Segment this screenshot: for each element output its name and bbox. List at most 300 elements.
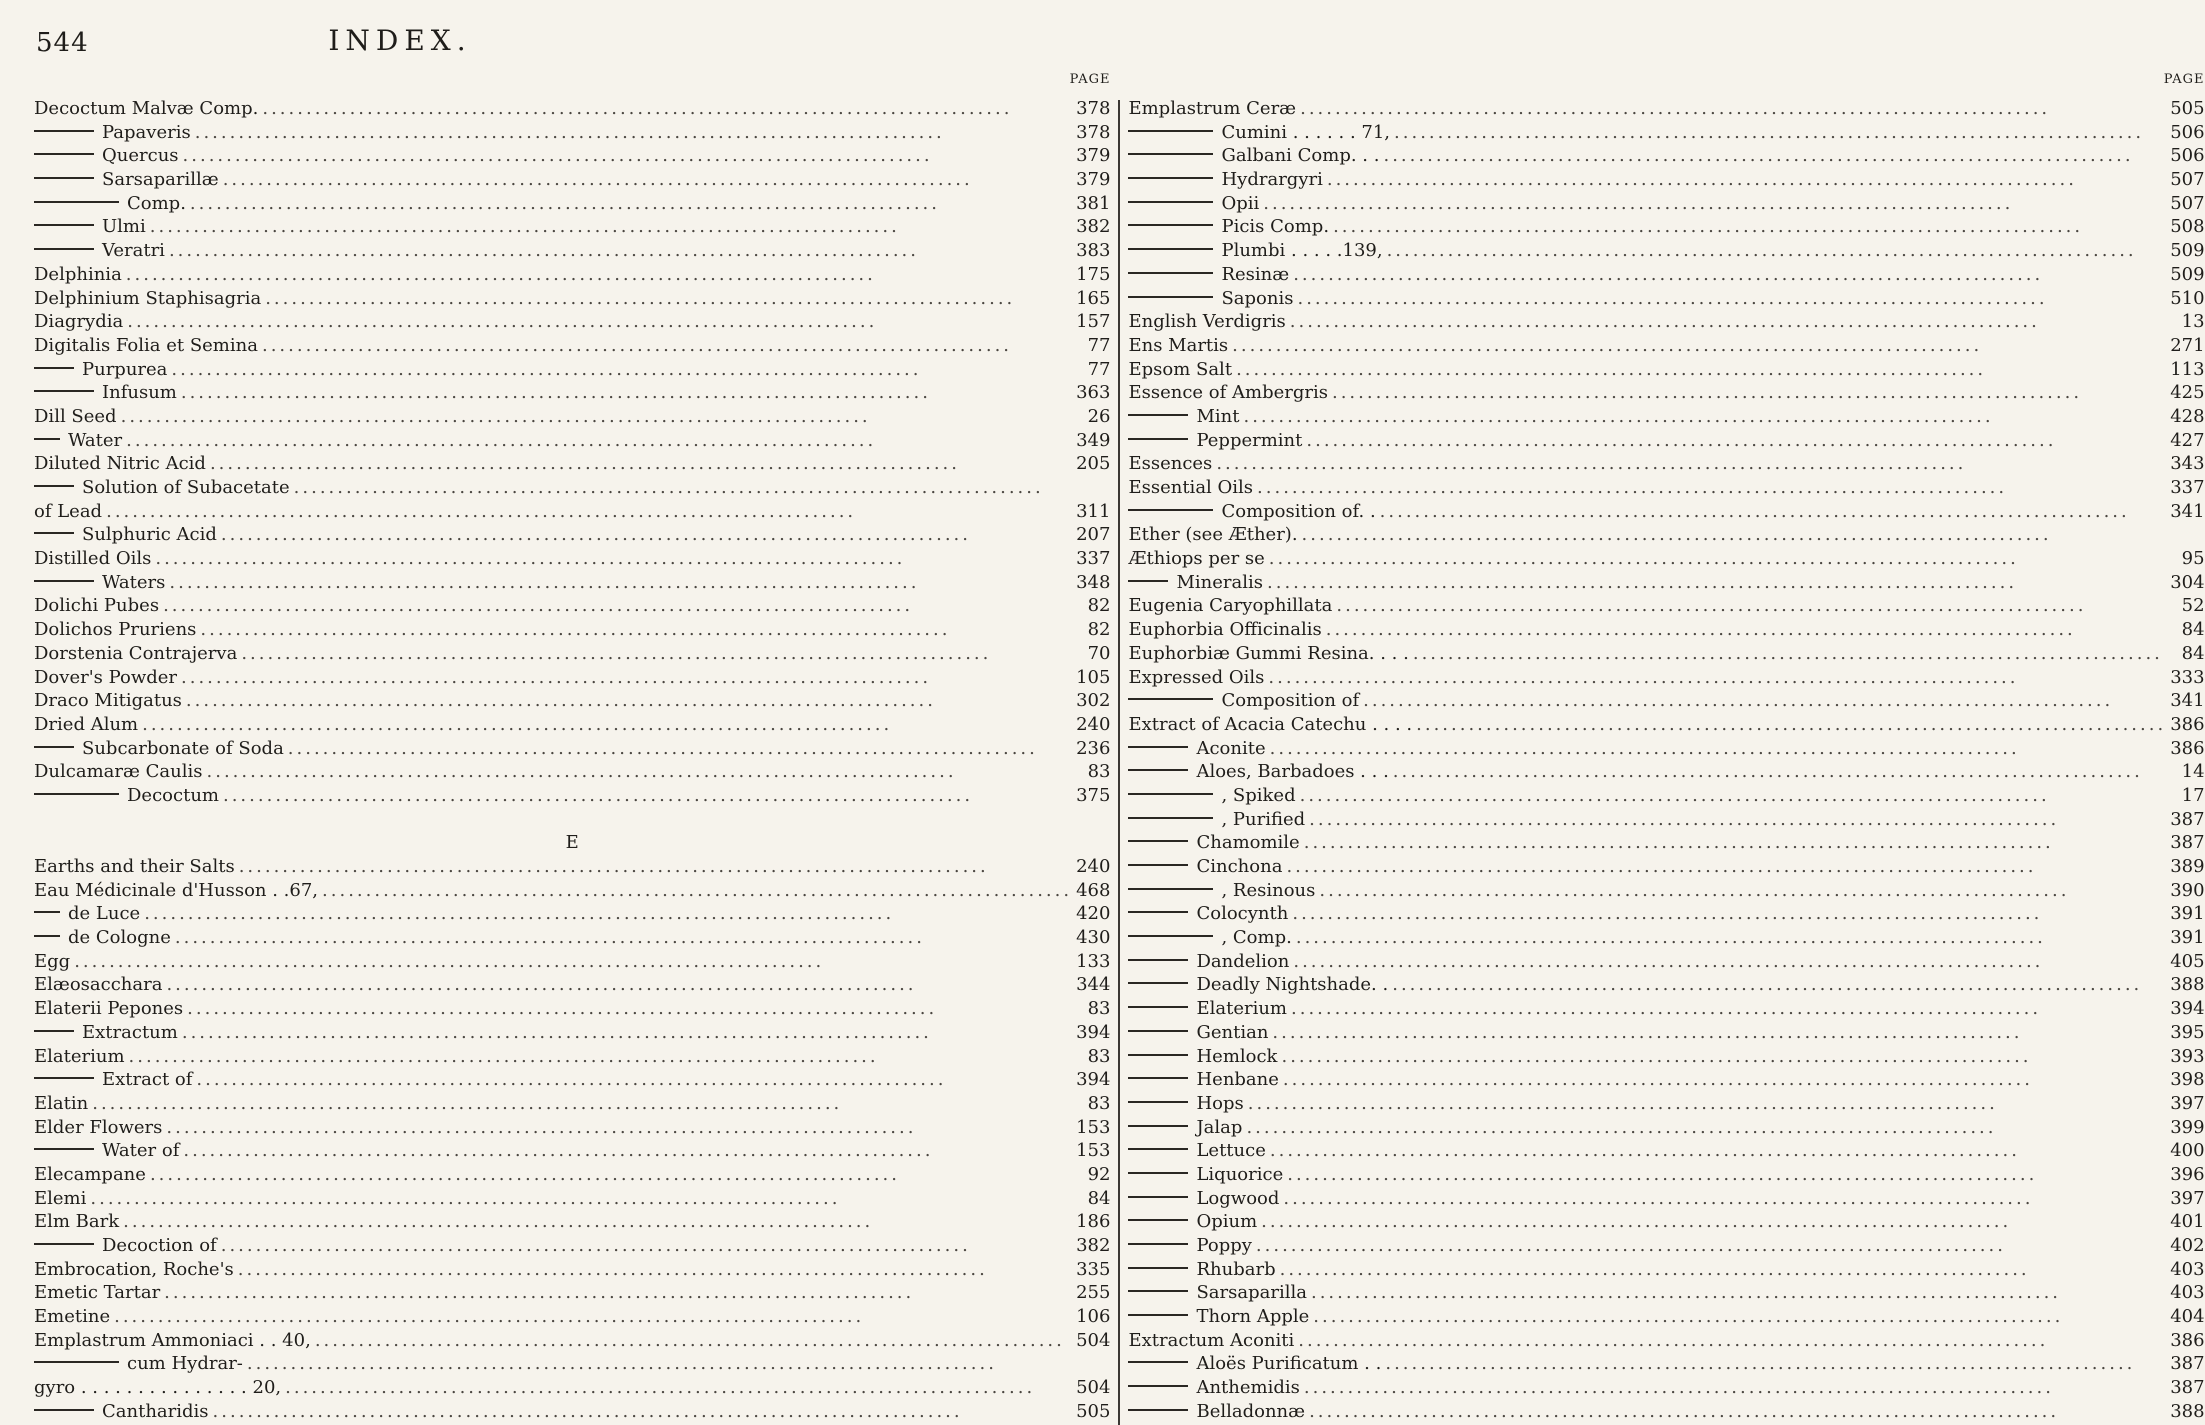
ditto-dash [34, 1148, 94, 1150]
entry-name: Composition of [1221, 690, 1360, 712]
index-entry [1128, 1211, 2204, 1235]
entry-page: 349 [1076, 429, 1111, 451]
section-letter: E [565, 832, 579, 854]
leader-dots [1296, 927, 2166, 948]
ditto-dash [1128, 769, 1188, 771]
leader-dots [1363, 690, 2166, 711]
leader-dots [1380, 501, 2167, 522]
entry-name: Resinæ [1221, 263, 1290, 285]
entry-page: 341 [2170, 500, 2205, 522]
leader-dots [126, 430, 1072, 451]
entry-page: 387 [2170, 808, 2205, 830]
entry-name: cum Hydrar- [127, 1353, 243, 1375]
page-title: INDEX. [328, 24, 472, 57]
entry-page: 504 [1076, 1329, 1111, 1351]
index-entry [34, 169, 1110, 193]
entry-name: Logwood [1196, 1187, 1280, 1209]
entry-page: 92 [1087, 1163, 1111, 1185]
entry-page: 186 [1076, 1211, 1111, 1233]
leader-dots [1290, 311, 2167, 332]
leader-dots [144, 903, 1072, 924]
entry-page: 468 [1076, 879, 1111, 901]
leader-dots [169, 572, 1072, 593]
entry-name: Emetic Tartar [34, 1282, 161, 1304]
leader-dots [1300, 98, 2166, 119]
leader-dots [126, 264, 1072, 285]
index-entry [34, 1069, 1110, 1093]
entry-name: Lettuce [1196, 1140, 1266, 1162]
ditto-dash [34, 911, 60, 913]
entry-name: Quercus [102, 145, 179, 167]
entry-page: 402 [2170, 1235, 2205, 1256]
ditto-dash [1128, 982, 1188, 984]
entry-page: 399 [2170, 1116, 2205, 1138]
leader-dots [171, 359, 1072, 380]
entry-page: 383 [1076, 240, 1111, 262]
index-entry [34, 1093, 1110, 1117]
entry-page: 82 [1087, 619, 1111, 641]
entry-name: Extractum [82, 1021, 178, 1043]
entry-page: 506 [2170, 145, 2205, 167]
entry-name: Epsom Salt [1128, 358, 1233, 380]
index-entry [1128, 1330, 2204, 1354]
entry-page: 363 [1076, 382, 1111, 404]
entry-name: Hops [1196, 1092, 1244, 1114]
entry-name: , Purified [1221, 808, 1306, 830]
index-entry [34, 1140, 1110, 1164]
index-entry [34, 690, 1110, 714]
index-entry [1128, 524, 2204, 548]
index-entry [34, 1377, 1110, 1401]
index-entry [34, 98, 1110, 122]
index-entry [34, 430, 1110, 454]
index-entry [1128, 1401, 2204, 1425]
entry-page: 509 [2170, 240, 2205, 262]
ditto-dash [1128, 414, 1188, 416]
entry-name: Galbani Comp. . . [1221, 145, 1380, 167]
entry-page: 95 [2181, 548, 2205, 570]
entry-name: Draco Mitigatus [34, 690, 182, 712]
entry-name: Hemlock [1196, 1045, 1278, 1067]
entry-page: 387 [2170, 1353, 2205, 1375]
entry-name: Thorn Apple [1196, 1306, 1310, 1328]
entry-name: , Comp. [1221, 927, 1292, 949]
leader-dots [1243, 406, 2166, 427]
index-entry [34, 288, 1110, 312]
leader-dots [285, 1377, 1072, 1398]
entry-name: Water of [102, 1140, 180, 1162]
ditto-dash [1128, 580, 1168, 582]
entry-name: Ether (see Æther). [1128, 524, 1298, 546]
index-entry [34, 548, 1110, 572]
entry-page: 343 [2170, 453, 2205, 475]
index-entry [1128, 1022, 2204, 1046]
entry-name: Peppermint [1196, 429, 1303, 451]
ditto-dash [1128, 1243, 1188, 1245]
index-entry [34, 738, 1110, 762]
leader-dots [166, 1117, 1072, 1138]
index-entry [34, 927, 1110, 951]
index-entry [1128, 1282, 2204, 1306]
entry-name: Elder Flowers [34, 1116, 163, 1138]
page-number: 544 [36, 28, 89, 58]
leader-dots [1387, 240, 2167, 261]
index-entry [1128, 619, 2204, 643]
ditto-dash [34, 390, 94, 392]
leader-dots [181, 382, 1072, 403]
index-entry [1128, 453, 2204, 477]
ditto-dash [34, 1077, 94, 1079]
entry-name: Elemi [34, 1187, 87, 1209]
index-entry [1128, 335, 2204, 359]
leader-dots [238, 1259, 1072, 1280]
entry-name: Dolichos Pruriens [34, 619, 197, 641]
entry-page: 378 [1076, 98, 1111, 119]
entry-page: 507 [2170, 192, 2205, 214]
entry-name: Waters [102, 571, 166, 593]
entry-name: Belladonnæ [1196, 1400, 1306, 1422]
entry-name: Decoctum Malvæ Comp. [34, 98, 259, 119]
entry-name: Expressed Oils [1128, 666, 1265, 688]
entry-name: Distilled Oils [34, 548, 152, 570]
index-entry [1128, 1377, 2204, 1401]
leader-dots [166, 974, 1072, 995]
ditto-dash [1128, 698, 1213, 700]
entry-name: Æthiops per se [1128, 548, 1265, 570]
ditto-dash [34, 367, 74, 369]
entry-page: 393 [2170, 1045, 2205, 1067]
ditto-dash [1128, 911, 1188, 913]
entry-name: Digitalis Folia et Semina [34, 334, 258, 356]
index-entry [1128, 98, 2204, 122]
leader-dots [1272, 1022, 2166, 1043]
entry-name: Purpurea [82, 358, 168, 380]
index-entry [34, 785, 1110, 809]
entry-name: de Cologne [68, 927, 171, 949]
leader-dots [1298, 1330, 2166, 1351]
leader-dots [1333, 216, 2166, 237]
index-entry [1128, 880, 2204, 904]
entry-name: Extract of [102, 1069, 193, 1091]
entry-name: Gentian [1196, 1021, 1269, 1043]
leader-dots [1413, 643, 2167, 664]
entry-name: Comp. [127, 192, 186, 214]
entry-page: 84 [2181, 642, 2205, 664]
ditto-dash [1128, 1054, 1188, 1056]
leader-dots [1304, 832, 2166, 853]
index-entry [34, 1282, 1110, 1306]
leader-dots [1270, 738, 2167, 759]
entry-name: Earths and their Salts [34, 856, 235, 877]
page-header: PAGE [2163, 72, 2205, 87]
entry-page: 403 [2170, 1258, 2205, 1280]
index-entry [34, 761, 1110, 785]
leader-dots [207, 761, 1073, 782]
leader-dots [121, 406, 1073, 427]
entry-page: 506 [2170, 121, 2205, 143]
index-entry [34, 1306, 1110, 1330]
leader-dots [221, 524, 1072, 545]
leader-dots [1383, 145, 2166, 166]
leader-dots [163, 595, 1072, 616]
entry-page: 153 [1076, 1140, 1111, 1162]
index-entry [1128, 1353, 2204, 1377]
leader-dots [186, 690, 1072, 711]
entry-name: gyro . . . . . . . . . . . . . . . 20, [34, 1377, 282, 1399]
index-entry [1128, 927, 2204, 951]
entry-page: 394 [1076, 1069, 1111, 1091]
index-entry [1128, 998, 2204, 1022]
entry-name: Egg [34, 950, 71, 972]
ditto-dash [1128, 153, 1213, 155]
leader-dots [90, 1188, 1072, 1209]
ditto-dash [1128, 1077, 1188, 1079]
index-entry [34, 335, 1110, 359]
index-entry [34, 667, 1110, 691]
entry-page: 375 [1076, 784, 1111, 806]
index-entry [34, 951, 1110, 975]
index-entry [1128, 785, 2204, 809]
ditto-dash [1128, 1290, 1188, 1292]
ditto-dash [34, 177, 94, 179]
leader-dots [1292, 903, 2166, 924]
entry-page: 105 [1076, 666, 1111, 688]
right-entry-list [1128, 98, 2204, 1425]
leader-dots [150, 216, 1072, 237]
ditto-dash [1128, 1006, 1188, 1008]
index-entry [1128, 856, 2204, 880]
leader-dots [1297, 288, 2166, 309]
entry-page: 165 [1076, 287, 1111, 309]
entry-page: 428 [2170, 405, 2205, 427]
entry-name: Essential Oils [1128, 477, 1254, 498]
leader-dots [129, 1046, 1073, 1067]
leader-dots [1319, 880, 2166, 901]
leader-dots [1286, 856, 2166, 877]
entry-page: 341 [2170, 690, 2205, 712]
leader-dots [223, 169, 1072, 190]
ditto-dash [34, 1409, 94, 1411]
leader-dots [1283, 1188, 2166, 1209]
ditto-dash [34, 485, 74, 487]
entry-page: 420 [1076, 903, 1111, 925]
entry-page: 505 [2170, 98, 2205, 119]
leader-dots [127, 311, 1072, 332]
entry-name: Aconite [1196, 737, 1266, 759]
index-entry [34, 240, 1110, 264]
leader-dots [1293, 264, 2166, 285]
index-entry [1128, 548, 2204, 572]
index-entry [34, 524, 1110, 548]
leader-dots [1246, 1117, 2166, 1138]
entry-page: 403 [2170, 1282, 2205, 1304]
ditto-dash [34, 130, 94, 132]
entry-page: 381 [1076, 192, 1111, 214]
ditto-dash [34, 746, 74, 748]
entry-page: 387 [2170, 832, 2205, 854]
index-entry [34, 880, 1110, 904]
ditto-dash [34, 1030, 74, 1032]
index-entry [1128, 382, 2204, 406]
ditto-dash [34, 248, 94, 250]
ditto-dash [1128, 224, 1213, 226]
index-entry [34, 1401, 1110, 1425]
entry-page: 157 [1076, 311, 1111, 333]
leader-dots [164, 1282, 1072, 1303]
leader-dots [1302, 524, 2167, 545]
right-column [1128, 72, 2204, 1425]
entry-name: Opii [1221, 192, 1260, 214]
index-entry [34, 856, 1110, 880]
ditto-dash [34, 580, 94, 582]
leader-dots [1269, 548, 2167, 569]
entry-name: Picis Comp. [1221, 216, 1330, 238]
leader-dots [210, 453, 1072, 474]
index-entry [34, 122, 1110, 146]
leader-dots [1280, 1259, 2167, 1280]
leader-dots [1313, 1306, 2166, 1327]
ditto-dash [34, 532, 74, 534]
leader-dots [1287, 1164, 2166, 1185]
index-entry [1128, 169, 2204, 193]
ditto-dash [1128, 935, 1213, 937]
leader-dots [1309, 809, 2166, 830]
entry-page: 26 [1087, 405, 1111, 427]
ditto-dash [1128, 1196, 1188, 1198]
entry-name: Plumbi . . . . .139, [1221, 240, 1383, 262]
entry-name: of Lead [34, 500, 103, 522]
ditto-dash [1128, 793, 1213, 795]
leader-dots [1394, 122, 2166, 143]
index-entry [34, 998, 1110, 1022]
entry-name: Water [68, 429, 123, 451]
ditto-dash [1128, 746, 1188, 748]
leader-dots [190, 193, 1072, 214]
index-entry [34, 264, 1110, 288]
leader-dots [181, 667, 1072, 688]
index-entry [34, 903, 1110, 927]
entry-name: Chamomile [1196, 832, 1300, 854]
ditto-dash [1128, 864, 1188, 866]
index-entry [1128, 903, 2204, 927]
index-entry [34, 453, 1110, 477]
index-entry [34, 501, 1110, 525]
index-entry [1128, 1046, 2204, 1070]
entry-name: Embrocation, Roche's [34, 1258, 234, 1280]
index-entry [1128, 193, 2204, 217]
leader-dots [1283, 1069, 2166, 1090]
index-entry [34, 714, 1110, 738]
entry-name: Euphorbiæ Gummi Resina. . . . [1128, 642, 1409, 664]
entry-name: Sarsaparilla [1196, 1282, 1307, 1304]
entry-page: 391 [2170, 927, 2205, 949]
entry-name: Essences [1128, 453, 1213, 475]
leader-dots [1232, 335, 2166, 356]
entry-name: Poppy [1196, 1235, 1252, 1256]
entry-name: Solution of Subacetate [82, 477, 290, 498]
leader-dots [1291, 998, 2166, 1019]
index-entry [1128, 1259, 2204, 1283]
entry-page: 379 [1076, 169, 1111, 191]
entry-page: 83 [1087, 761, 1111, 783]
index-entry [34, 382, 1110, 406]
entry-page: 382 [1076, 216, 1111, 238]
entry-page: 133 [1076, 950, 1111, 972]
index-entry [1128, 1235, 2204, 1259]
entry-name: Eau Médicinale d'Husson . .67, [34, 879, 319, 901]
leader-dots [1293, 951, 2166, 972]
entry-name: Papaveris [102, 121, 191, 143]
leader-dots [221, 1235, 1072, 1256]
leader-dots [265, 288, 1072, 309]
index-entry [1128, 951, 2204, 975]
entry-page: 84 [2181, 619, 2205, 641]
entry-name: Dover's Powder [34, 666, 178, 688]
entry-name: Delphinium Staphisagria [34, 287, 262, 309]
leader-dots [142, 714, 1072, 735]
index-entry [1128, 1093, 2204, 1117]
ditto-dash [1128, 296, 1213, 298]
entry-page: 405 [2170, 950, 2205, 972]
leader-dots [123, 1211, 1072, 1232]
entry-name: Cantharidis [102, 1400, 209, 1422]
entry-page: 386 [2170, 1329, 2205, 1351]
leader-dots [92, 1093, 1072, 1114]
entry-name: Elaterii Pepones [34, 998, 184, 1020]
index-entry [1128, 667, 2204, 691]
index-entry [34, 619, 1110, 643]
leader-dots [114, 1306, 1072, 1327]
entry-name: , Spiked [1221, 784, 1296, 806]
entry-name: Emplastrum Ceræ [1128, 98, 1297, 119]
ditto-dash [34, 793, 119, 795]
entry-name: Liquorice [1196, 1163, 1284, 1185]
entry-page: 398 [2170, 1069, 2205, 1091]
index-entry [1128, 406, 2204, 430]
index-entry [1128, 1306, 2204, 1330]
leader-dots [195, 122, 1072, 143]
entry-name: Mineralis [1176, 571, 1263, 593]
leader-dots [213, 1401, 1073, 1422]
page-header: PAGE [1069, 72, 1111, 87]
index-entry [34, 145, 1110, 169]
ditto-dash [1128, 1101, 1188, 1103]
entry-name: Elecampane [34, 1163, 146, 1185]
index-columns [34, 72, 2205, 1425]
leader-dots [1263, 193, 2166, 214]
index-entry [1128, 690, 2204, 714]
entry-name: Emetine [34, 1306, 111, 1328]
entry-name: Colocynth [1196, 903, 1289, 925]
index-entry [34, 359, 1110, 383]
leader-dots [239, 856, 1072, 877]
index-entry [1128, 595, 2204, 619]
leader-dots [200, 619, 1072, 640]
entry-page: 509 [2170, 263, 2205, 285]
ditto-dash [1128, 1172, 1188, 1174]
entry-page: 175 [1076, 263, 1111, 285]
entry-page: 505 [1076, 1400, 1111, 1422]
entry-name: Sulphuric Acid [82, 524, 217, 546]
index-entry [1128, 738, 2204, 762]
leader-dots [155, 548, 1072, 569]
index-entry [34, 974, 1110, 998]
leader-dots [294, 477, 1073, 498]
leader-dots [262, 335, 1073, 356]
ditto-dash [34, 1361, 119, 1363]
index-entry [34, 1022, 1110, 1046]
entry-name: Euphorbia Officinalis [1128, 619, 1322, 641]
